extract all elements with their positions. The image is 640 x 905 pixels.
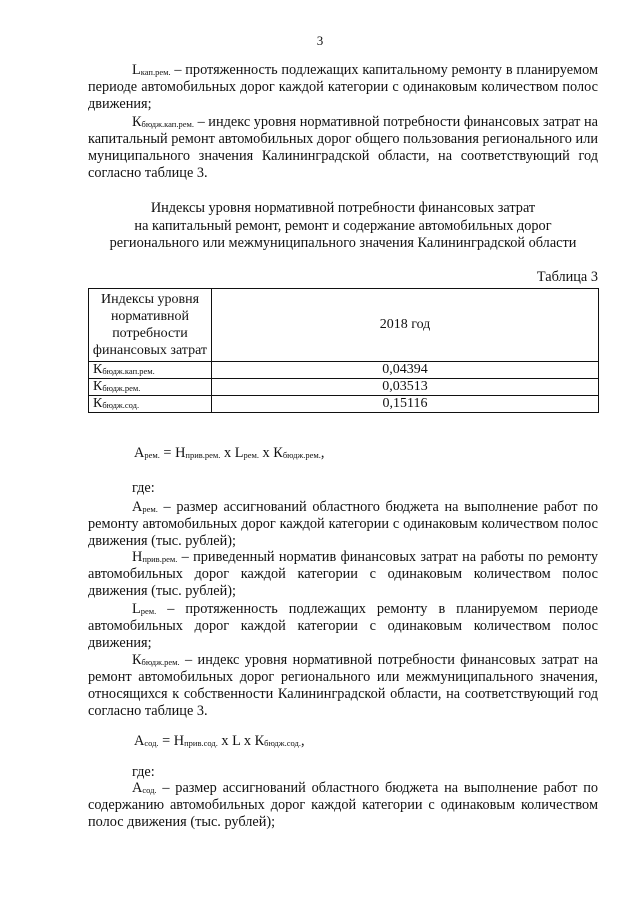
- definition-text: – протяженность подлежащих капитальному ремонту в планируемом периоде автомобильных дорог каждой категории с одинаковым количеством полос движения;: [88, 62, 599, 112]
- definition-a-rem: [88, 499, 598, 550]
- definition-a-sod: [88, 780, 598, 831]
- formula-subscript: сод.: [144, 738, 159, 748]
- symbol: А: [132, 499, 143, 515]
- formula-operator: =: [158, 733, 174, 749]
- table-header-cell: Индексы уровня нормативной потребности финансовых затрат: [89, 289, 212, 362]
- where-label: где:: [132, 764, 155, 780]
- definition-k-budzh-kap-rem: [88, 114, 598, 182]
- formula-subscript: прив.рем.: [185, 450, 221, 460]
- symbol-subscript: кап.рем.: [140, 67, 171, 77]
- formula-subscript: рем.: [144, 450, 160, 460]
- formula-symbol: Н: [175, 445, 186, 461]
- symbol-subscript: бюдж.рем.: [141, 657, 180, 667]
- symbol-subscript: бюдж.кап.рем.: [102, 366, 155, 376]
- symbol: L: [132, 62, 141, 78]
- definition-text: – размер ассигнований областного бюджета на выполнение работ по ремонту автомобильных дорог каждой категории с одинаковым количеством полос движения (тыс. рублей);: [88, 499, 598, 549]
- symbol: А: [132, 780, 143, 796]
- symbol-subscript: рем.: [142, 504, 158, 514]
- formula-subscript: рем.: [243, 450, 259, 460]
- formula-operator: ,: [300, 733, 305, 749]
- formula-operator: х: [258, 445, 274, 461]
- table-cell-value: 0,04394: [212, 362, 599, 379]
- formula-symbol: L: [232, 733, 241, 749]
- formula-operator: =: [159, 445, 176, 461]
- formula-operator: х: [217, 733, 233, 749]
- definition-n-priv-rem: [88, 549, 598, 600]
- symbol-subscript: прив.рем.: [142, 554, 178, 564]
- page-number: 3: [316, 33, 324, 48]
- table-title-line: Индексы уровня нормативной потребности финансовых затрат: [150, 200, 536, 216]
- formula-symbol: К: [254, 733, 265, 749]
- formula-subscript: прив.сод.: [184, 738, 218, 748]
- symbol-subscript: бюдж.кап.рем.: [141, 119, 194, 129]
- symbol-subscript: бюдж.рем.: [102, 383, 141, 393]
- formula-operator: ,: [320, 445, 325, 461]
- table-header-cell: 2018 год: [212, 289, 599, 362]
- definition-l-rem: [88, 601, 598, 652]
- symbol: К: [93, 379, 103, 394]
- table-row: [89, 379, 599, 396]
- definition-text: – индекс уровня нормативной потребности финансовых затрат на ремонт автомобильных дорог регионального или межмуниципального значения, относящихся к собственности Калининградской области, на соответствующий год согласно таблице 3.: [88, 652, 598, 719]
- table-row: [89, 362, 599, 379]
- formula-symbol: А: [134, 733, 145, 749]
- where-label: где:: [132, 480, 155, 496]
- definition-k-budzh-rem: [88, 652, 598, 720]
- table-cell-index: [89, 396, 212, 413]
- formula-operator: х: [220, 445, 235, 461]
- symbol-subscript: сод.: [142, 785, 157, 795]
- table-title-line: регионального или межмуниципального значения Калининградской области: [109, 235, 577, 251]
- definition-text: – протяженность подлежащих ремонту в планируемом периоде автомобильных дорог каждой категории с одинаковым количеством полос движения;: [88, 601, 598, 651]
- table-cell-index: [89, 379, 212, 396]
- formula-symbol: А: [134, 445, 145, 461]
- symbol: К: [93, 396, 103, 411]
- table-title-line: на капитальный ремонт, ремонт и содержание автомобильных дорог: [134, 217, 552, 234]
- symbol: К: [132, 114, 142, 130]
- formula-subscript: бюдж.сод.: [264, 738, 301, 748]
- formula-operator: х: [240, 733, 255, 749]
- table-cell-index: [89, 362, 212, 379]
- table-caption: Таблица 3: [536, 269, 598, 285]
- table-cell-value: 0,15116: [212, 396, 599, 413]
- formula-symbol: К: [273, 445, 283, 461]
- formula-a-rem: [134, 445, 325, 462]
- table-cell-value: 0,03513: [212, 379, 599, 396]
- table-header-row: [89, 289, 599, 362]
- formula-subscript: бюдж.рем.: [282, 450, 321, 460]
- symbol: К: [93, 362, 103, 377]
- symbol: К: [132, 652, 142, 668]
- formula-a-sod: [134, 733, 305, 750]
- symbol: L: [132, 601, 141, 617]
- symbol-subscript: бюдж.сод.: [102, 400, 140, 410]
- formula-symbol: Н: [173, 733, 185, 749]
- table-title: [88, 200, 598, 253]
- table-row: [89, 396, 599, 413]
- definition-l-kap-rem: [88, 62, 598, 113]
- definition-text: – индекс уровня нормативной потребности финансовых затрат на капитальный ремонт автомобильных дорог общего пользования регионального или муниципального значения Калининградской области, на соответствующий год согласно таблице 3.: [88, 114, 599, 181]
- index-table: [88, 288, 599, 413]
- symbol: Н: [132, 549, 143, 565]
- definition-text: – размер ассигнований областного бюджета на выполнение работ по содержанию автомобильных дорог каждой категории с одинаковым количеством полос движения (тыс. рублей);: [88, 780, 598, 830]
- definition-text: – приведенный норматив финансовых затрат на работы по ремонту автомобильных дорог каждой категории с одинаковым количеством полос движения (тыс. рублей);: [88, 549, 598, 599]
- symbol-subscript: рем.: [140, 606, 157, 616]
- formula-symbol: L: [234, 445, 244, 461]
